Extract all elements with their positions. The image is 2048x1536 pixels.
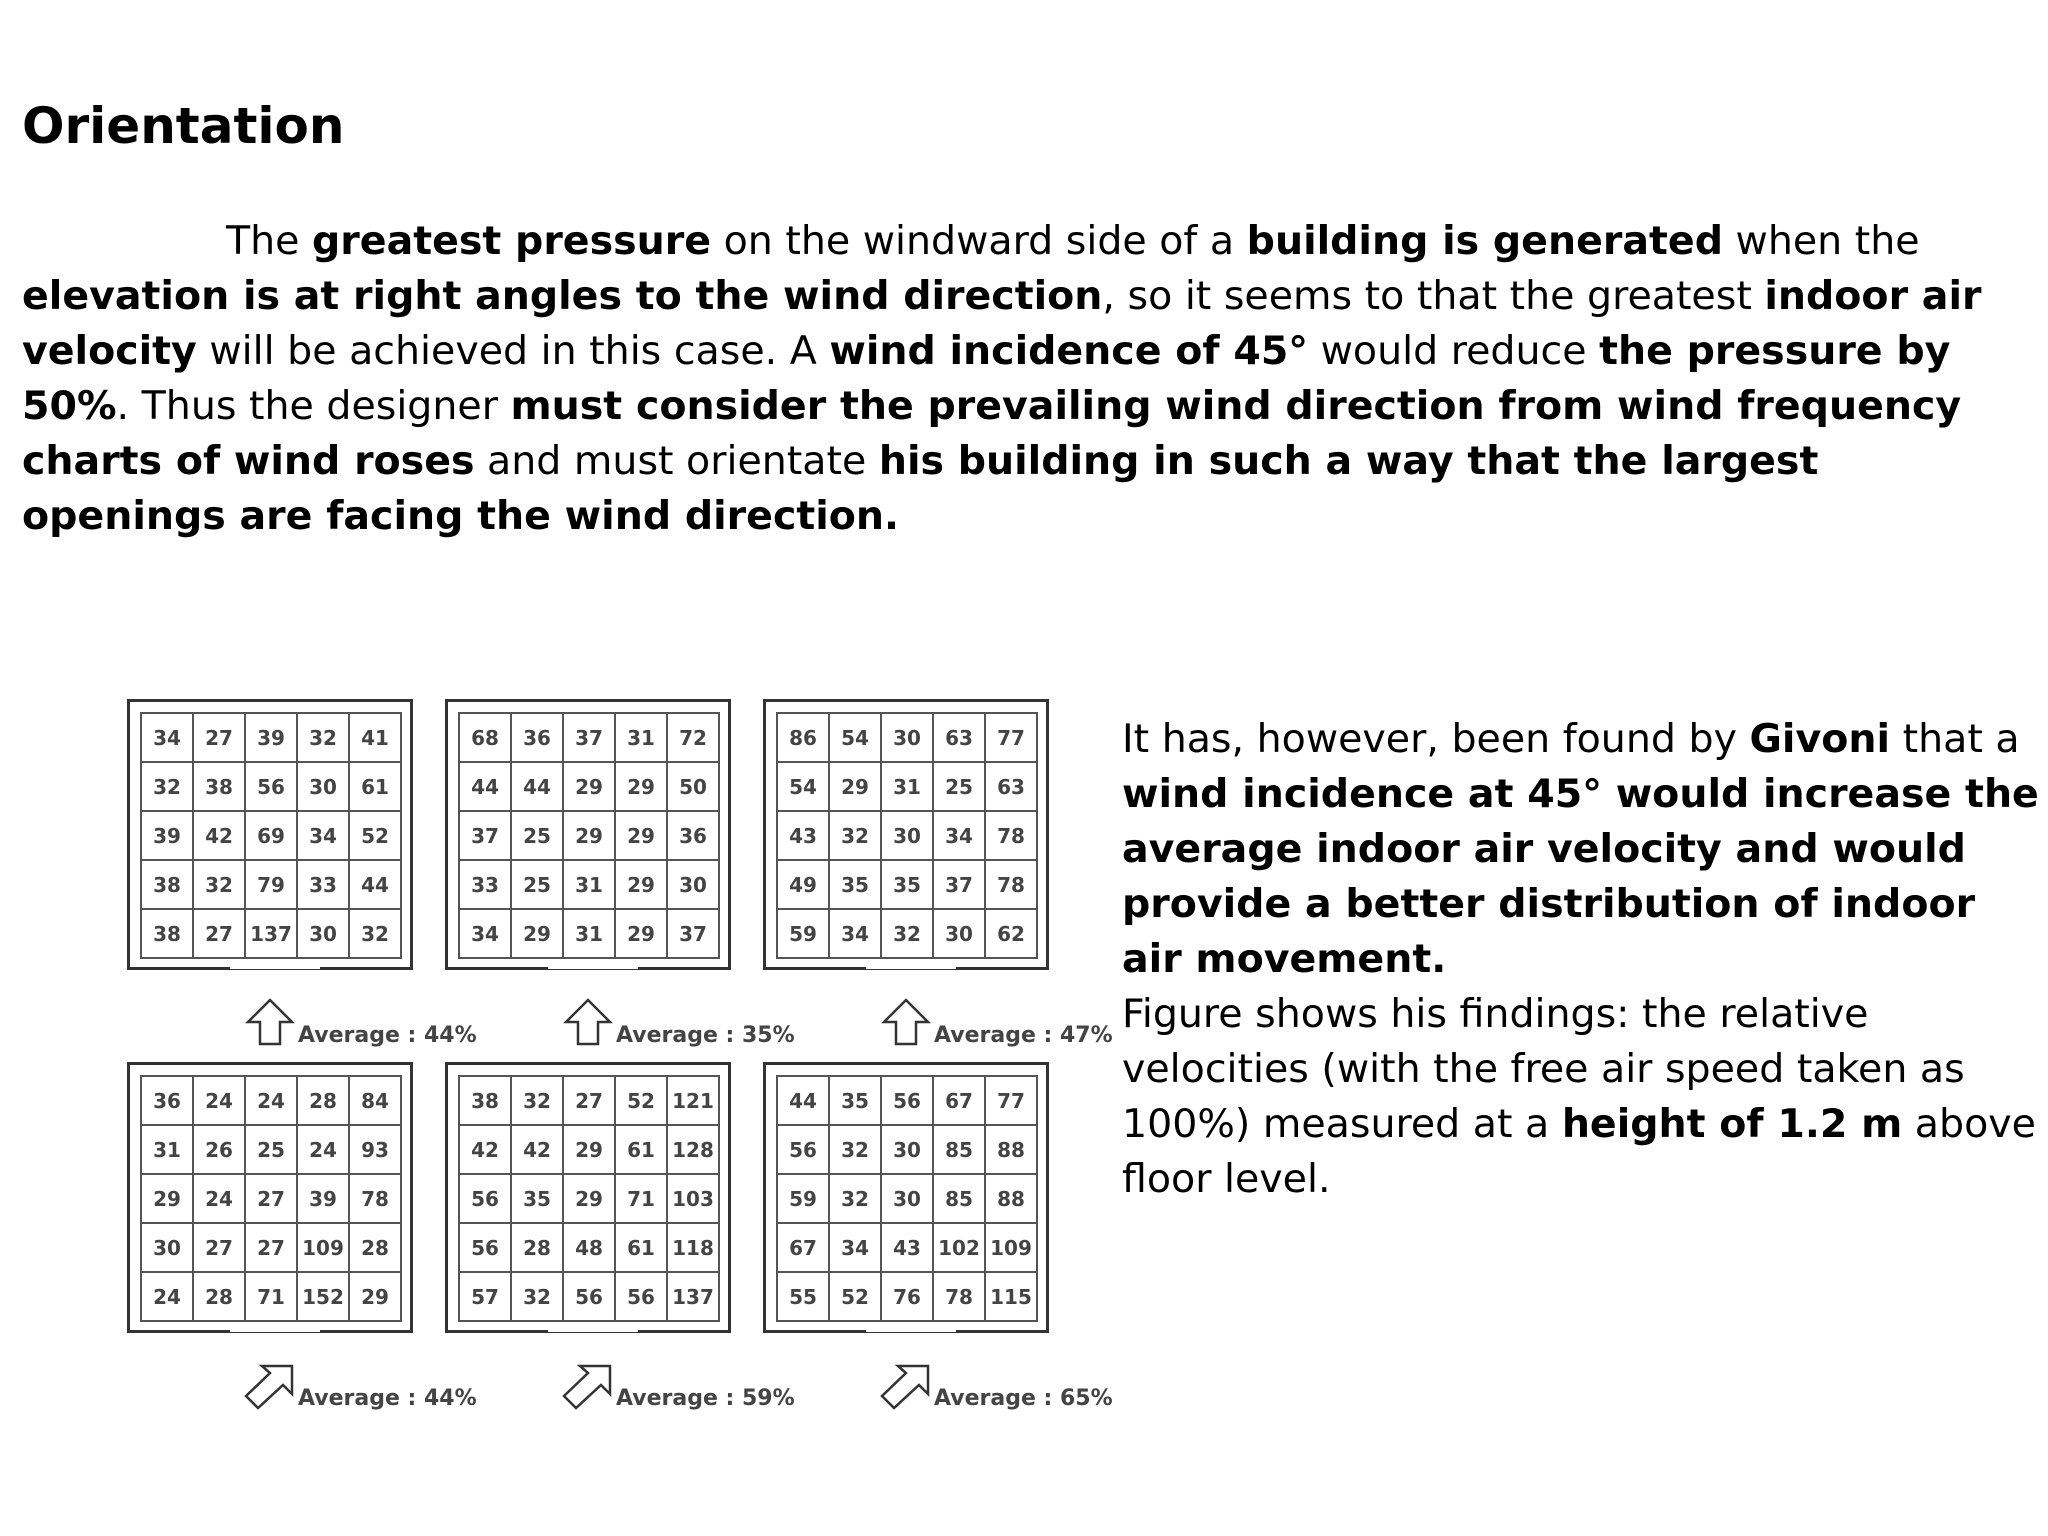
- grid-cell: 28: [297, 1076, 349, 1125]
- grid-cell: 62: [985, 909, 1037, 958]
- grid-cell: 57: [459, 1272, 511, 1321]
- grid-cell: 29: [349, 1272, 401, 1321]
- grid-cell: 59: [777, 909, 829, 958]
- grid-cell: 34: [829, 1223, 881, 1272]
- grid-cell: 85: [933, 1125, 985, 1174]
- grid-cell: 63: [933, 713, 985, 762]
- para-text-8: and must orientate: [474, 438, 879, 484]
- velocity-grid: [458, 1075, 720, 1322]
- intro-paragraph: [22, 214, 2032, 544]
- wind-arrow-diagonal-icon: [240, 1360, 300, 1410]
- grid-cell: 37: [459, 811, 511, 860]
- grid-cell: 78: [985, 811, 1037, 860]
- opening-gap: [548, 1324, 638, 1332]
- grid-cell: 71: [245, 1272, 297, 1321]
- grid-cell: 37: [563, 713, 615, 762]
- opening-gap: [230, 961, 320, 969]
- para-bold-8: his building in such a way that the largest openings are facing the wind direction.: [22, 438, 1819, 539]
- grid-cell: 42: [459, 1125, 511, 1174]
- page-title: Orientation: [22, 97, 345, 155]
- room-outline: [127, 1062, 413, 1333]
- side-text-2: that a: [1890, 716, 2020, 762]
- grid-cell: 32: [829, 1174, 881, 1223]
- grid-cell: 37: [933, 860, 985, 909]
- grid-cell: 27: [193, 713, 245, 762]
- grid-row: [141, 713, 401, 762]
- velocity-grid: [458, 712, 720, 959]
- side-bold-2: wind incidence at 45° would increase the average indoor air velocity and would provide a better distribution of indoor air movement.: [1122, 771, 2039, 982]
- velocity-grid: [776, 712, 1038, 959]
- findings-text: [1122, 712, 2042, 1207]
- grid-cell: 32: [881, 909, 933, 958]
- grid-cell: 56: [459, 1174, 511, 1223]
- grid-row: [459, 909, 719, 958]
- grid-row: [141, 1272, 401, 1321]
- grid-cell: 115: [985, 1272, 1037, 1321]
- grid-cell: 52: [349, 811, 401, 860]
- grid-cell: 33: [297, 860, 349, 909]
- grid-cell: 24: [245, 1076, 297, 1125]
- grid-cell: 25: [511, 860, 563, 909]
- side-text-4: above floor level.: [1122, 1101, 2036, 1202]
- para-bold-2: building is generated: [1246, 218, 1723, 264]
- grid-cell: 39: [297, 1174, 349, 1223]
- grid-cell: 35: [881, 860, 933, 909]
- grid-cell: 69: [245, 811, 297, 860]
- room-outline: [445, 1062, 731, 1333]
- grid-row: [777, 1125, 1037, 1174]
- average-label: Average : 47%: [934, 1023, 1113, 1048]
- grid-cell: 36: [141, 1076, 193, 1125]
- para-text-3: when the: [1722, 218, 1920, 264]
- grid-cell: 137: [245, 909, 297, 958]
- grid-cell: 61: [615, 1223, 667, 1272]
- para-text-6: would reduce: [1308, 328, 1600, 374]
- grid-cell: 27: [245, 1223, 297, 1272]
- side-bold-3: height of 1.2 m: [1561, 1101, 1903, 1147]
- grid-cell: 71: [615, 1174, 667, 1223]
- grid-cell: 56: [459, 1223, 511, 1272]
- grid-cell: 109: [297, 1223, 349, 1272]
- para-bold-7: must consider the prevailing wind direction from wind frequency charts of wind roses: [22, 383, 1962, 484]
- grid-cell: 27: [193, 1223, 245, 1272]
- grid-cell: 118: [667, 1223, 719, 1272]
- grid-cell: 24: [141, 1272, 193, 1321]
- grid-cell: 49: [777, 860, 829, 909]
- grid-cell: 28: [349, 1223, 401, 1272]
- grid-cell: 48: [563, 1223, 615, 1272]
- para-text-7: . Thus the designer: [116, 383, 511, 429]
- opening-gap: [866, 1324, 956, 1332]
- grid-cell: 72: [667, 713, 719, 762]
- grid-cell: 29: [615, 811, 667, 860]
- grid-row: [459, 1076, 719, 1125]
- grid-row: [777, 860, 1037, 909]
- grid-cell: 41: [349, 713, 401, 762]
- grid-cell: 31: [615, 713, 667, 762]
- grid-cell: 30: [881, 1125, 933, 1174]
- average-label: Average : 65%: [934, 1386, 1113, 1411]
- grid-cell: 44: [777, 1076, 829, 1125]
- opening-gap: [548, 961, 638, 969]
- para-bold-6: the pressure by 50%: [22, 328, 1951, 429]
- grid-cell: 43: [881, 1223, 933, 1272]
- grid-row: [459, 1272, 719, 1321]
- grid-cell: 103: [667, 1174, 719, 1223]
- para-text-5: will be achieved in this case. A: [196, 328, 830, 374]
- grid-cell: 35: [829, 1076, 881, 1125]
- grid-cell: 27: [563, 1076, 615, 1125]
- grid-cell: 39: [141, 811, 193, 860]
- grid-row: [141, 860, 401, 909]
- grid-row: [141, 1125, 401, 1174]
- grid-cell: 29: [615, 762, 667, 811]
- grid-row: [777, 909, 1037, 958]
- grid-row: [141, 811, 401, 860]
- grid-cell: 102: [933, 1223, 985, 1272]
- para-text-4: , so it seems to that the greatest: [1102, 273, 1765, 319]
- grid-cell: 30: [881, 713, 933, 762]
- grid-cell: 63: [985, 762, 1037, 811]
- grid-cell: 34: [459, 909, 511, 958]
- grid-cell: 31: [563, 860, 615, 909]
- room-outline: [127, 699, 413, 970]
- grid-cell: 30: [667, 860, 719, 909]
- grid-row: [459, 762, 719, 811]
- grid-cell: 32: [141, 762, 193, 811]
- room-outline: [445, 699, 731, 970]
- grid-row: [777, 1076, 1037, 1125]
- grid-cell: 29: [563, 811, 615, 860]
- para-text-2: on the windward side of a: [711, 218, 1247, 264]
- grid-row: [141, 1223, 401, 1272]
- grid-cell: 121: [667, 1076, 719, 1125]
- grid-cell: 78: [349, 1174, 401, 1223]
- velocity-grid: [776, 1075, 1038, 1322]
- grid-cell: 56: [881, 1076, 933, 1125]
- grid-cell: 27: [193, 909, 245, 958]
- grid-cell: 85: [933, 1174, 985, 1223]
- grid-cell: 25: [245, 1125, 297, 1174]
- average-label: Average : 44%: [298, 1023, 477, 1048]
- grid-cell: 32: [829, 1125, 881, 1174]
- grid-row: [459, 713, 719, 762]
- para-bold-5: wind incidence of 45°: [829, 328, 1309, 374]
- grid-cell: 31: [881, 762, 933, 811]
- wind-arrow-diagonal-icon: [558, 1360, 618, 1410]
- grid-cell: 29: [511, 909, 563, 958]
- grid-cell: 38: [141, 909, 193, 958]
- grid-cell: 54: [777, 762, 829, 811]
- grid-cell: 30: [297, 909, 349, 958]
- grid-cell: 55: [777, 1272, 829, 1321]
- grid-cell: 33: [459, 860, 511, 909]
- grid-row: [777, 1272, 1037, 1321]
- grid-cell: 35: [829, 860, 881, 909]
- grid-cell: 61: [349, 762, 401, 811]
- grid-cell: 32: [193, 860, 245, 909]
- side-bold-givoni: Givoni: [1749, 716, 1891, 762]
- grid-cell: 44: [349, 860, 401, 909]
- grid-cell: 50: [667, 762, 719, 811]
- grid-row: [141, 1174, 401, 1223]
- grid-cell: 54: [829, 713, 881, 762]
- grid-cell: 61: [615, 1125, 667, 1174]
- grid-cell: 84: [349, 1076, 401, 1125]
- grid-cell: 42: [511, 1125, 563, 1174]
- side-text-3: Figure shows his findings: the relative velocities (with the free air speed taken as 100%) measured at a: [1122, 991, 1965, 1147]
- wind-arrow-up-icon: [876, 997, 936, 1047]
- grid-cell: 38: [141, 860, 193, 909]
- grid-cell: 32: [349, 909, 401, 958]
- wind-arrow-diagonal-icon: [876, 1360, 936, 1410]
- grid-cell: 52: [829, 1272, 881, 1321]
- grid-cell: 109: [985, 1223, 1037, 1272]
- grid-cell: 38: [459, 1076, 511, 1125]
- grid-cell: 29: [563, 1125, 615, 1174]
- grid-cell: 59: [777, 1174, 829, 1223]
- grid-cell: 67: [777, 1223, 829, 1272]
- grid-cell: 34: [933, 811, 985, 860]
- average-label: Average : 44%: [298, 1386, 477, 1411]
- grid-cell: 56: [245, 762, 297, 811]
- grid-cell: 29: [615, 860, 667, 909]
- grid-cell: 43: [777, 811, 829, 860]
- grid-cell: 34: [297, 811, 349, 860]
- grid-cell: 34: [829, 909, 881, 958]
- grid-cell: 30: [141, 1223, 193, 1272]
- grid-cell: 30: [297, 762, 349, 811]
- average-label: Average : 35%: [616, 1023, 795, 1048]
- room-outline: [763, 1062, 1049, 1333]
- grid-cell: 36: [667, 811, 719, 860]
- grid-cell: 30: [933, 909, 985, 958]
- grid-cell: 24: [297, 1125, 349, 1174]
- grid-cell: 32: [829, 811, 881, 860]
- grid-cell: 137: [667, 1272, 719, 1321]
- grid-cell: 93: [349, 1125, 401, 1174]
- grid-cell: 44: [511, 762, 563, 811]
- grid-row: [141, 909, 401, 958]
- grid-cell: 56: [777, 1125, 829, 1174]
- velocity-grid: [140, 1075, 402, 1322]
- grid-cell: 68: [459, 713, 511, 762]
- grid-cell: 31: [563, 909, 615, 958]
- grid-cell: 88: [985, 1125, 1037, 1174]
- grid-cell: 24: [193, 1174, 245, 1223]
- grid-cell: 44: [459, 762, 511, 811]
- grid-cell: 28: [193, 1272, 245, 1321]
- grid-cell: 27: [245, 1174, 297, 1223]
- grid-row: [777, 713, 1037, 762]
- grid-row: [777, 1223, 1037, 1272]
- grid-row: [459, 1223, 719, 1272]
- grid-cell: 78: [933, 1272, 985, 1321]
- grid-cell: 29: [563, 1174, 615, 1223]
- grid-cell: 76: [881, 1272, 933, 1321]
- grid-cell: 29: [615, 909, 667, 958]
- average-label: Average : 59%: [616, 1386, 795, 1411]
- grid-cell: 67: [933, 1076, 985, 1125]
- grid-cell: 56: [615, 1272, 667, 1321]
- grid-cell: 77: [985, 713, 1037, 762]
- grid-cell: 37: [667, 909, 719, 958]
- grid-cell: 152: [297, 1272, 349, 1321]
- grid-row: [459, 1125, 719, 1174]
- grid-row: [777, 762, 1037, 811]
- grid-cell: 78: [985, 860, 1037, 909]
- grid-cell: 26: [193, 1125, 245, 1174]
- velocity-grid: [140, 712, 402, 959]
- opening-gap: [230, 1324, 320, 1332]
- para-bold-1: greatest pressure: [312, 218, 712, 264]
- grid-cell: 42: [193, 811, 245, 860]
- grid-cell: 56: [563, 1272, 615, 1321]
- grid-cell: 39: [245, 713, 297, 762]
- grid-cell: 79: [245, 860, 297, 909]
- grid-cell: 28: [511, 1223, 563, 1272]
- grid-cell: 35: [511, 1174, 563, 1223]
- grid-row: [459, 860, 719, 909]
- grid-cell: 31: [141, 1125, 193, 1174]
- grid-cell: 36: [511, 713, 563, 762]
- room-outline: [763, 699, 1049, 970]
- grid-row: [777, 811, 1037, 860]
- side-text-1: It has, however, been found by: [1122, 716, 1750, 762]
- grid-cell: 29: [829, 762, 881, 811]
- grid-cell: 32: [511, 1076, 563, 1125]
- grid-cell: 32: [297, 713, 349, 762]
- grid-cell: 86: [777, 713, 829, 762]
- para-bold-4: indoor air velocity: [22, 273, 1982, 374]
- wind-arrow-up-icon: [558, 997, 618, 1047]
- grid-row: [459, 1174, 719, 1223]
- grid-cell: 52: [615, 1076, 667, 1125]
- grid-cell: 30: [881, 811, 933, 860]
- grid-cell: 24: [193, 1076, 245, 1125]
- grid-cell: 25: [511, 811, 563, 860]
- opening-gap: [866, 961, 956, 969]
- grid-cell: 34: [141, 713, 193, 762]
- grid-cell: 29: [141, 1174, 193, 1223]
- grid-cell: 30: [881, 1174, 933, 1223]
- grid-cell: 77: [985, 1076, 1037, 1125]
- wind-arrow-up-icon: [240, 997, 300, 1047]
- grid-row: [141, 762, 401, 811]
- para-bold-3: elevation is at right angles to the wind direction: [22, 273, 1103, 319]
- grid-cell: 128: [667, 1125, 719, 1174]
- grid-row: [777, 1174, 1037, 1223]
- grid-row: [141, 1076, 401, 1125]
- grid-cell: 32: [511, 1272, 563, 1321]
- grid-cell: 29: [563, 762, 615, 811]
- grid-cell: 38: [193, 762, 245, 811]
- grid-cell: 25: [933, 762, 985, 811]
- para-text-1: The: [226, 218, 313, 264]
- grid-cell: 88: [985, 1174, 1037, 1223]
- grid-row: [459, 811, 719, 860]
